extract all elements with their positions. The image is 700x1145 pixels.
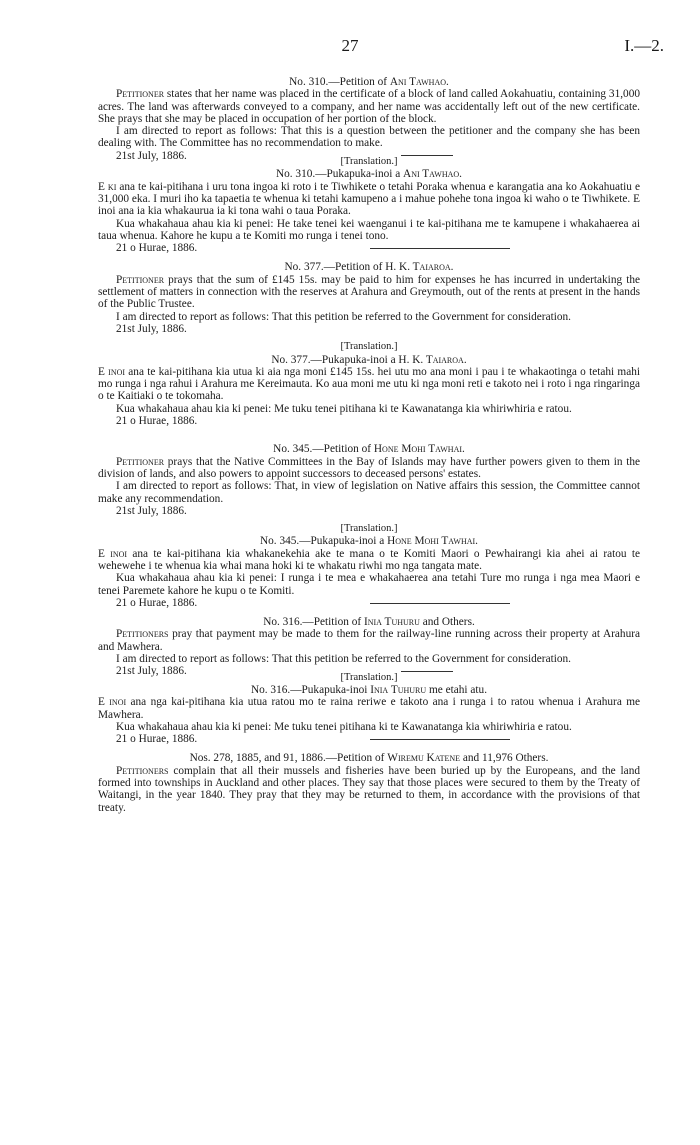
petition-section (98, 752, 640, 813)
translation-label: [Translation.] (340, 523, 398, 535)
petition-heading: No. 377.—Petition of H. K. Taiaroa. (284, 261, 454, 274)
page-content (98, 76, 640, 814)
paper-reference: I.—2. (624, 36, 664, 55)
petition-heading: No. 345.—Petition of Hone Mohi Tawhai. (273, 443, 465, 456)
petition-section (98, 443, 640, 609)
petition-heading: Nos. 278, 1885, and 91, 1886.—Petition of Wiremu Katene and 11,976 Others. (189, 752, 549, 765)
translation-label: [Translation.] (340, 156, 398, 168)
petition-body: Petitioners pray that payment may be made to them for the railway-line running across their property at Arahura and Mawhera. (98, 628, 640, 653)
committee-report: I am directed to report as follows: That this petition be referred to the Government for consideration. (116, 653, 571, 666)
maori-date: 21 o Hurae, 1886. (116, 415, 198, 428)
translation-label: [Translation.] (340, 671, 398, 683)
maori-body: E inoi ana te kai-pitihana kia whakanekehia ake te mana o te Komiti Maori o Pewhairangi kia ahei ai ratou te wehewehe i te whenua kia whai mana hoki ki te whakatu riwhi mo nga tangata mate. (98, 547, 640, 572)
maori-report: Kua whakahaua ahau kia ki penei: I runga i te mea e whakahaerea ana tetahi Ture mo runga i nga mea Maori e tenei Paremete kahore he kupu o te Komiti. (98, 572, 640, 597)
maori-report: Kua whakahaua ahau kia ki penei: Me tuku tenei pitihana ki te Kawanatanga kia whiriwhiria e ratou. (116, 720, 572, 733)
maori-report: Kua whakahaua ahau kia ki penei: Me tuku tenei pitihana ki te Kawanatanga kia whiriwhiria e ratou. (116, 402, 572, 415)
report-date: 21st July, 1886. (116, 504, 187, 517)
committee-report: I am directed to report as follows: That this petition be referred to the Government for consideration. (116, 310, 571, 323)
petition-section (98, 261, 640, 427)
petition-heading: No. 316.—Petition of Inia Tuhuru and Others. (263, 616, 475, 629)
maori-body: E inoi ana te kai-pitihana kia utua ki aia nga moni £145 15s. hei utu mo ana moni i pau i te whakaotinga o tetahi mahi mo runga i nga rahui i Arahura me Kereimauta. Ko aua moni me utu ki nga moni reti e takoto nei i roto i nga ringaringa o te Kaitiaki o te tokomaha. (98, 365, 641, 403)
petition-section (98, 76, 640, 255)
translation-label: [Translation.] (340, 341, 398, 353)
maori-body: E ki ana te kai-pitihana i uru tona ingoa ki roto i te Tiwhikete o tetahi Poraka whenua e karangatia ana ko Aokahuatiu e 31,000 eka. I muri iho ka tapaetia te whenua ki tetahi kamupeno a i mahue pohehe tona ingoa ki waho o te Tiwhikete. E inoi ana ia kia whakaurua ia ki tona wahi o taua Poraka. (98, 180, 640, 218)
maori-body: E inoi ana nga kai-pitihana kia utua ratou mo te raina reriwe e takoto ana i runga i to ratou whenua i Arahura me Mawhera. (98, 696, 640, 721)
maori-date: 21 o Hurae, 1886. (116, 596, 198, 609)
report-date: 21st July, 1886. (116, 665, 187, 678)
petition-body: Petitioner states that her name was placed in the certificate of a block of land called Aokahuatiu, containing 31,000 acres. The land was afterwards conveyed to a company, and her name was accidentally left out of the new certificate. She prays that she may be placed in occupation of her portion of the block. (98, 88, 640, 125)
maori-date: 21 o Hurae, 1886. (116, 242, 198, 255)
report-date: 21st July, 1886. (116, 149, 187, 162)
maori-date: 21 o Hurae, 1886. (116, 733, 198, 746)
maori-heading: No. 377.—Pukapuka-inoi a H. K. Taiaroa. (271, 353, 467, 366)
maori-heading: No. 316.—Pukapuka-inoi Inia Tuhuru me etahi atu. (250, 683, 488, 696)
maori-report: Kua whakahaua ahau kia ki penei: He take tenei kei waenganui i te kai-pitihana me te kamupene i whakahaerea ai taua whenua. Kahore he kupu a te Komiti mo runga i tenei tono. (98, 217, 640, 242)
petition-body: Petitioner prays that the Native Committees in the Bay of Islands may have further powers given to them in the division of lands, and also powers to appoint successors to deceased persons' estates. (98, 455, 640, 480)
committee-report: I am directed to report as follows: That this is a question between the petitioner and the company she has been dealing with. The Committee has no recommendation to make. (98, 125, 640, 150)
committee-report: I am directed to report as follows: That, in view of legislation on Native affairs this session, the Committee cannot make any recommendation. (98, 480, 640, 505)
page-number: 27 (341, 36, 359, 55)
petition-body: Petitioners complain that all their mussels and fisheries have been buried up by the Europeans, and the land formed into townships in Auckland and other places. They say that those places were secured to them by the Treaty of Waitangi, in the year 1840. They pray that they may be returned to them, in accordance with the provisions of that treaty. (98, 764, 640, 814)
report-date: 21st July, 1886. (116, 322, 187, 335)
petition-section (98, 616, 640, 746)
maori-heading: No. 345.—Pukapuka-inoi a Hone Mohi Tawhai. (259, 535, 479, 548)
petition-body: Petitioner prays that the sum of £145 15s. may be paid to him for expenses he has incurred in undertaking the settlement of matters in connection with the reserves at Arahura and Greymouth, out of the rents at present in the hands of the Public Trustee. (98, 273, 640, 311)
petition-heading: No. 310.—Petition of Ani Tawhao. (289, 76, 449, 88)
maori-heading: No. 310.—Pukapuka-inoi a Ani Tawhao. (275, 168, 463, 181)
